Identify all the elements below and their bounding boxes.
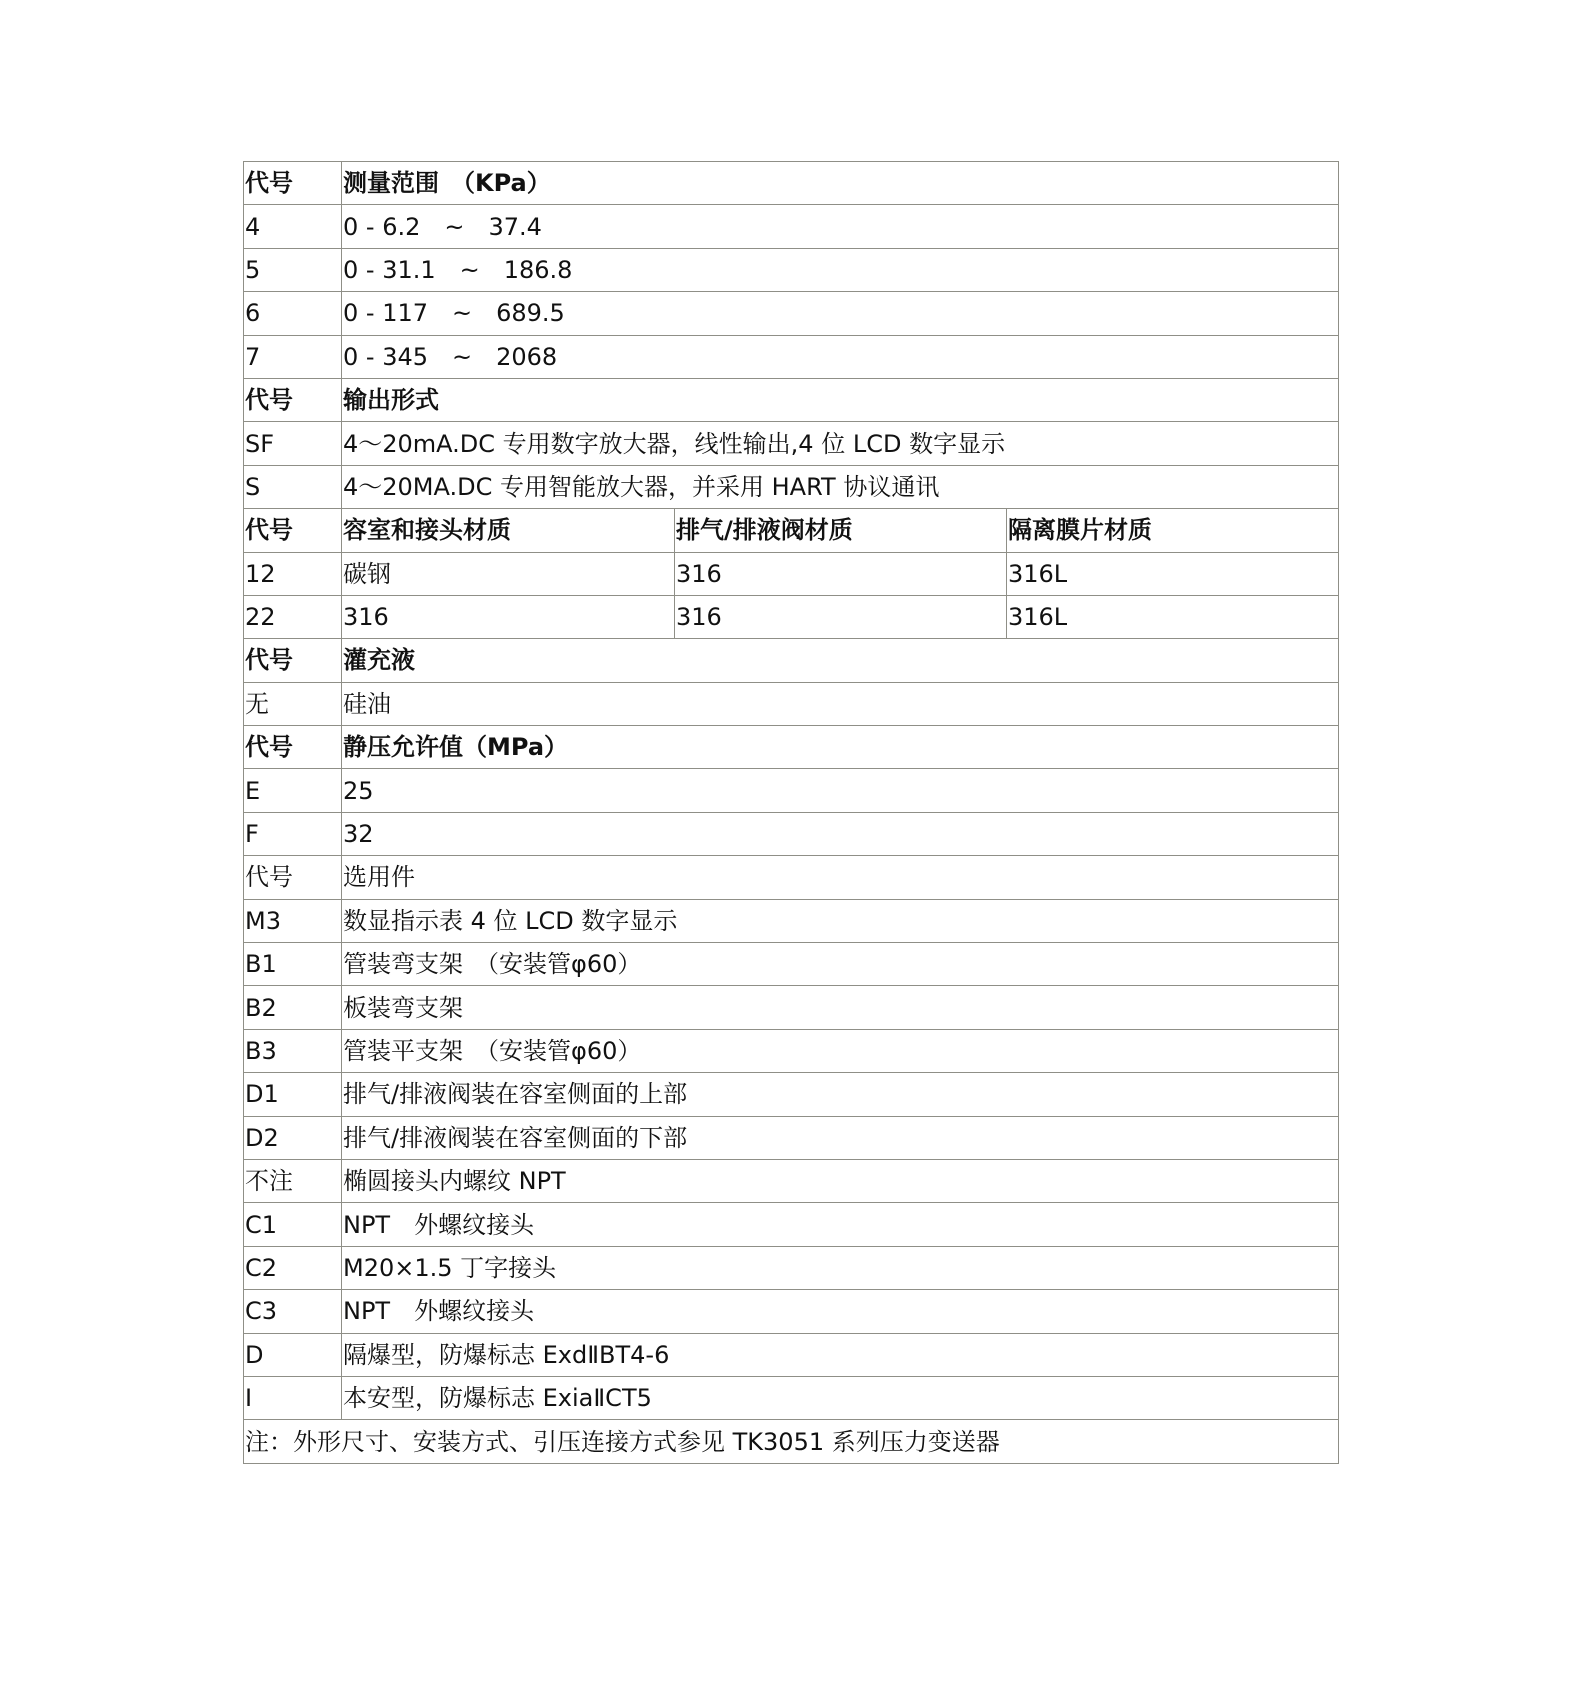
code-cell: 无 xyxy=(244,682,342,725)
code-cell: D2 xyxy=(244,1116,342,1159)
pressure-title: 静压允许值（MPa） xyxy=(342,726,1339,769)
code-cell: 12 xyxy=(244,552,342,595)
value-cell: 本安型，防爆标志 ExiaⅡCT5 xyxy=(342,1376,1339,1419)
table-row xyxy=(244,205,1339,248)
code-cell: F xyxy=(244,812,342,855)
code-cell: I xyxy=(244,1376,342,1419)
code-cell: B3 xyxy=(244,1029,342,1072)
value-cell: 数显指示表 4 位 LCD 数字显示 xyxy=(342,899,1339,942)
value-cell: NPT 外螺纹接头 xyxy=(342,1290,1339,1333)
table-row xyxy=(244,1333,1339,1376)
code-cell: B2 xyxy=(244,986,342,1029)
value-cell: 25 xyxy=(342,769,1339,812)
options-header-row xyxy=(244,856,1339,899)
table-row xyxy=(244,1203,1339,1246)
code-cell: 22 xyxy=(244,595,342,638)
table-row xyxy=(244,986,1339,1029)
options-title: 选用件 xyxy=(342,856,1339,899)
value-cell: 4～20mA.DC 专用数字放大器，线性输出,4 位 LCD 数字显示 xyxy=(342,422,1339,465)
table-row xyxy=(244,1246,1339,1289)
code-cell: S xyxy=(244,465,342,508)
table-row xyxy=(244,248,1339,291)
value-cell: 管装平支架 （安装管φ60） xyxy=(342,1029,1339,1072)
range-header-row xyxy=(244,162,1339,205)
code-cell: C1 xyxy=(244,1203,342,1246)
chamber-material-header: 容室和接头材质 xyxy=(342,509,675,552)
table-row xyxy=(244,465,1339,508)
code-header: 代号 xyxy=(244,162,342,205)
code-cell: 7 xyxy=(244,335,342,378)
code-cell: 6 xyxy=(244,292,342,335)
value-cell: 排气/排液阀装在容室侧面的下部 xyxy=(342,1116,1339,1159)
note-row xyxy=(244,1420,1339,1463)
code-header: 代号 xyxy=(244,856,342,899)
valve-material-cell: 316 xyxy=(675,595,1007,638)
chamber-material-cell: 碳钢 xyxy=(342,552,675,595)
code-cell: M3 xyxy=(244,899,342,942)
diaphragm-material-header: 隔离膜片材质 xyxy=(1007,509,1339,552)
code-cell: E xyxy=(244,769,342,812)
spec-table xyxy=(243,161,1339,1464)
output-title: 输出形式 xyxy=(342,378,1339,421)
diaphragm-material-cell: 316L xyxy=(1007,552,1339,595)
output-header-row xyxy=(244,378,1339,421)
table-row xyxy=(244,1073,1339,1116)
value-cell: M20×1.5 丁字接头 xyxy=(342,1246,1339,1289)
code-header: 代号 xyxy=(244,639,342,682)
code-cell: C3 xyxy=(244,1290,342,1333)
table-row xyxy=(244,1159,1339,1202)
code-header: 代号 xyxy=(244,726,342,769)
footnote: 注：外形尺寸、安装方式、引压连接方式参见 TK3051 系列压力变送器 xyxy=(244,1420,1339,1463)
table-row xyxy=(244,1290,1339,1333)
code-cell: C2 xyxy=(244,1246,342,1289)
code-cell: 4 xyxy=(244,205,342,248)
code-header: 代号 xyxy=(244,509,342,552)
value-cell: 椭圆接头内螺纹 NPT xyxy=(342,1159,1339,1202)
table-row xyxy=(244,595,1339,638)
code-cell: D1 xyxy=(244,1073,342,1116)
pressure-header-row xyxy=(244,726,1339,769)
code-cell: 不注 xyxy=(244,1159,342,1202)
table-row xyxy=(244,769,1339,812)
table-row xyxy=(244,899,1339,942)
table-row xyxy=(244,1029,1339,1072)
value-cell: 0 - 6.2 ~ 37.4 xyxy=(342,205,1339,248)
value-cell: 0 - 31.1 ~ 186.8 xyxy=(342,248,1339,291)
table-row xyxy=(244,1116,1339,1159)
valve-material-cell: 316 xyxy=(675,552,1007,595)
value-cell: 板装弯支架 xyxy=(342,986,1339,1029)
valve-material-header: 排气/排液阀材质 xyxy=(675,509,1007,552)
table-row xyxy=(244,682,1339,725)
code-header: 代号 xyxy=(244,378,342,421)
value-cell: 排气/排液阀装在容室侧面的上部 xyxy=(342,1073,1339,1116)
value-cell: NPT 外螺纹接头 xyxy=(342,1203,1339,1246)
value-cell: 0 - 117 ~ 689.5 xyxy=(342,292,1339,335)
value-cell: 隔爆型，防爆标志 ExdⅡBT4-6 xyxy=(342,1333,1339,1376)
table-row xyxy=(244,422,1339,465)
code-cell: B1 xyxy=(244,943,342,986)
code-cell: D xyxy=(244,1333,342,1376)
range-title: 测量范围 （KPa） xyxy=(342,162,1339,205)
table-row xyxy=(244,943,1339,986)
value-cell: 管装弯支架 （安装管φ60） xyxy=(342,943,1339,986)
material-header-row xyxy=(244,509,1339,552)
table-row xyxy=(244,552,1339,595)
value-cell: 32 xyxy=(342,812,1339,855)
fill-header-row xyxy=(244,639,1339,682)
table-row xyxy=(244,812,1339,855)
code-cell: SF xyxy=(244,422,342,465)
fill-title: 灌充液 xyxy=(342,639,1339,682)
table-row xyxy=(244,292,1339,335)
table-row xyxy=(244,1376,1339,1419)
diaphragm-material-cell: 316L xyxy=(1007,595,1339,638)
value-cell: 4～20MA.DC 专用智能放大器，并采用 HART 协议通讯 xyxy=(342,465,1339,508)
value-cell: 硅油 xyxy=(342,682,1339,725)
chamber-material-cell: 316 xyxy=(342,595,675,638)
value-cell: 0 - 345 ~ 2068 xyxy=(342,335,1339,378)
code-cell: 5 xyxy=(244,248,342,291)
table-row xyxy=(244,335,1339,378)
